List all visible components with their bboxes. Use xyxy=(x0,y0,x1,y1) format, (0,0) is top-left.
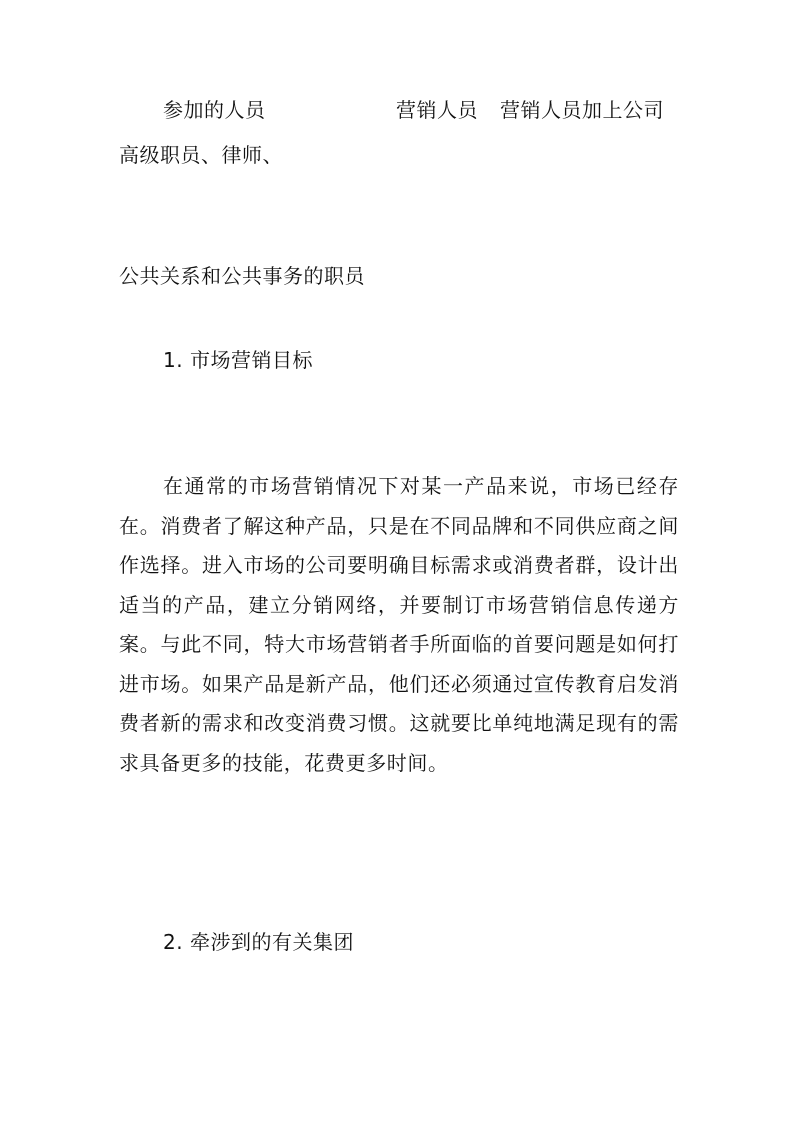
participants-label: 参加的人员 xyxy=(163,98,266,122)
participants-marketing: 营销人员 xyxy=(396,98,478,122)
section-2-heading: 2. 牵涉到的有关集团 xyxy=(163,930,354,954)
participants-public-relations: 公共关系和公共事务的职员 xyxy=(119,264,365,288)
section-1-paragraph: 在通常的市场营销情况下对某一产品来说，市场已经存在。消费者了解这种产品，只是在不同品牌和不同供应商之间作选择。进入市场的公司要明确目标需求或消费者群，设计出适当的产品，建立分销网络，并要制订市场营销信息传递方案。与此不同，特大市场营销者手所面临的首要问题是如何打进市场。如果产品是新产品，他们还必须通过宣传教育启发消费者新的需求和改变消费习惯。这就要比单纯地满足现有的需求具备更多的技能，花费更多时间。 xyxy=(119,474,679,775)
section-1-heading: 1. 市场营销目标 xyxy=(163,348,313,372)
participants-continued: 高级职员、律师、 xyxy=(119,143,283,167)
participants-megamarketing: 营销人员加上公司 xyxy=(500,98,664,122)
